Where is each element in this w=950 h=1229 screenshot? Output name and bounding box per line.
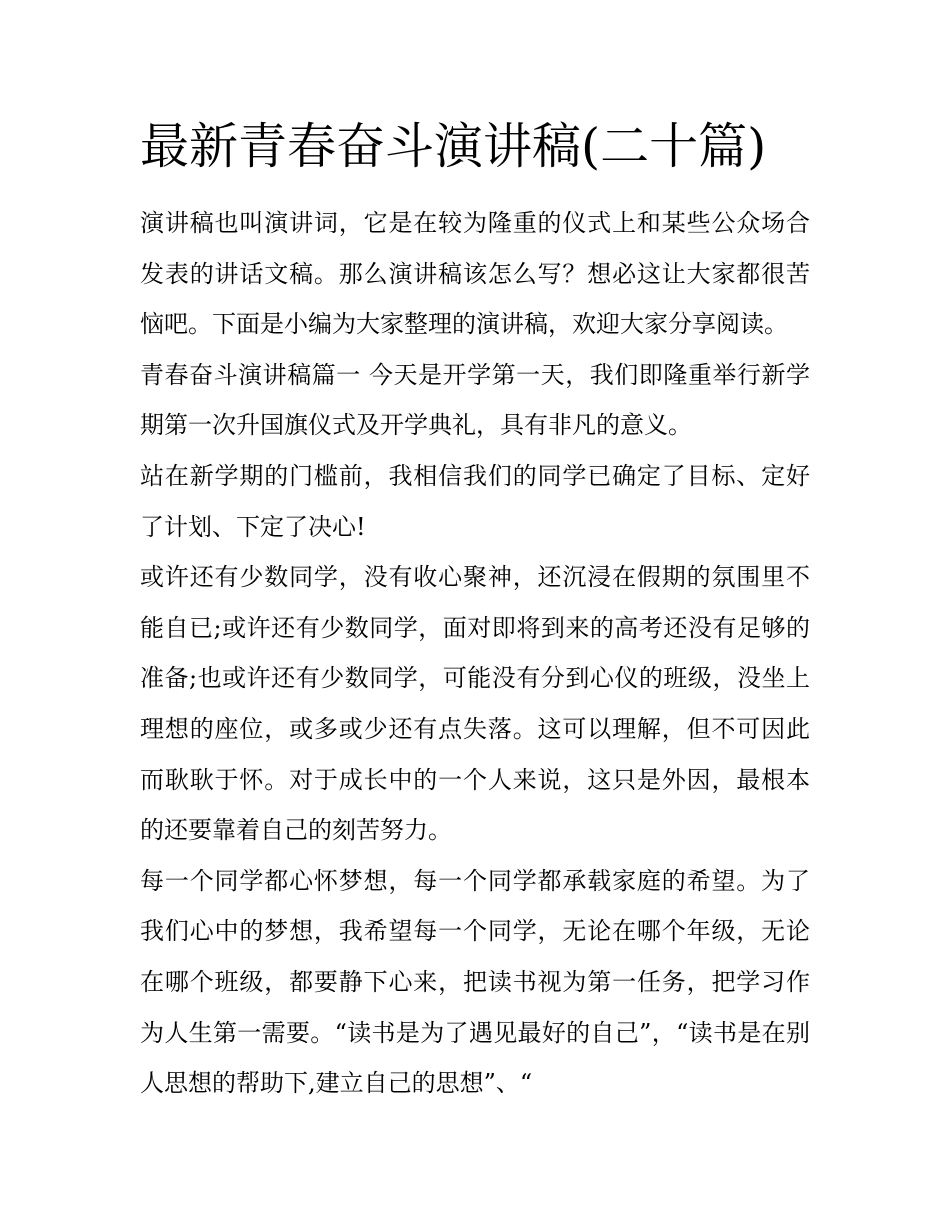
- paragraph-new-semester: 站在新学期的门槛前，我相信我们的同学已确定了目标、定好了计划、下定了决心!: [140, 461, 810, 541]
- paragraph-intro: 演讲稿也叫演讲词，它是在较为隆重的仪式上和某些公众场合发表的讲话文稿。那么演讲稿该怎么写？想必这让大家都很苦恼吧。下面是小编为大家整理的演讲稿，欢迎大家分享阅读。: [140, 209, 810, 339]
- paragraph-dreams: 每一个同学都心怀梦想，每一个同学都承载家庭的希望。为了我们心中的梦想，我希望每一个同学，无论在哪个年级，无论在哪个班级，都要静下心来，把读书视为第一任务，把学习作为人生第一需要。“读书是为了遇见最好的自己”，“读书是在别人思想的帮助下,建立自己的思想”、“: [140, 866, 810, 1098]
- paragraph-speech-opening: 青春奋斗演讲稿篇一 今天是开学第一天，我们即隆重举行新学期第一次升国旗仪式及开学典礼，具有非凡的意义。: [140, 360, 810, 440]
- paragraph-some-students: 或许还有少数同学，没有收心聚神，还沉浸在假期的氛围里不能自已;或许还有少数同学，面对即将到来的高考还没有足够的准备;也或许还有少数同学，可能没有分到心仪的班级，没坐上理想的座位，或多或少还有点失落。这可以理解，但不可因此而耿耿于怀。对于成长中的一个人来说，这只是外因，最根本的还要靠着自己的刻苦努力。: [140, 563, 810, 845]
- document-title: 最新青春奋斗演讲稿(二十篇): [140, 118, 767, 175]
- document-body: [140, 198, 810, 1109]
